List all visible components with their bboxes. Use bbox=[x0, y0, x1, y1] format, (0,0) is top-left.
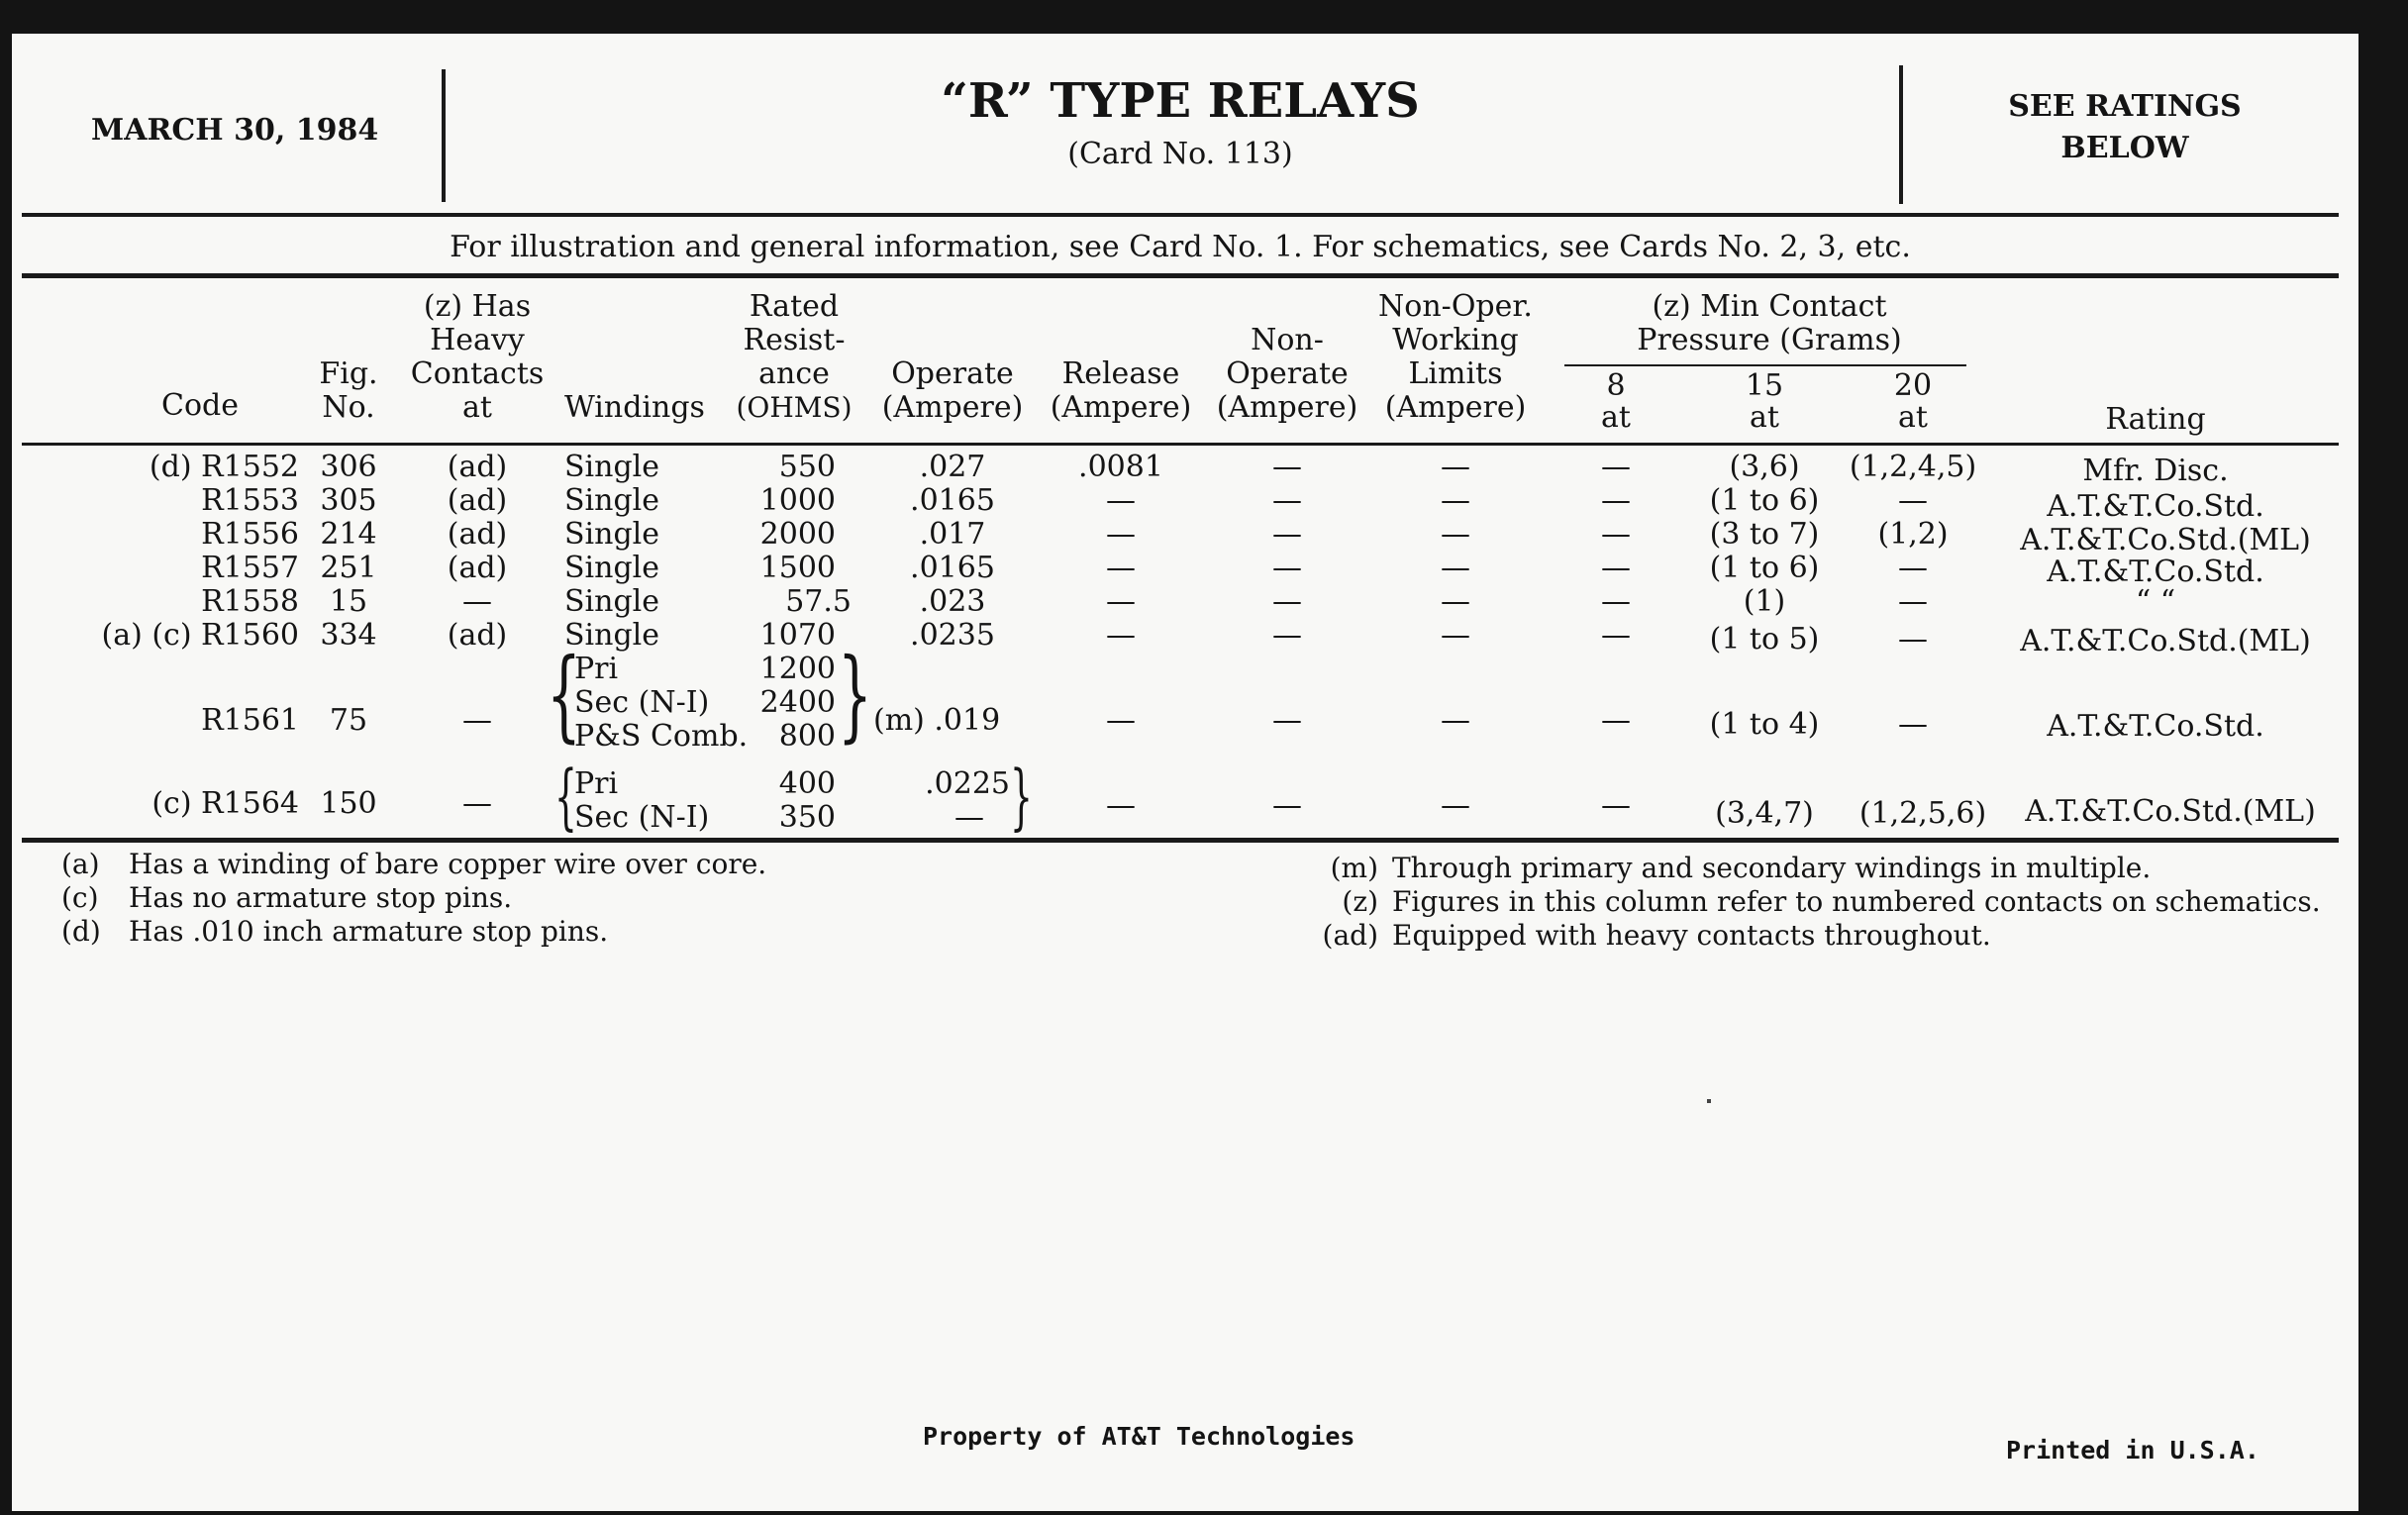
row-rating: A.T.&T.Co.Std.(ML) bbox=[2020, 523, 2311, 557]
row-windings: Single bbox=[564, 584, 660, 619]
row-8g: — bbox=[1601, 788, 1631, 823]
row-15g: (3,4,7) bbox=[1715, 796, 1814, 831]
row-nonoperate: — bbox=[1272, 584, 1302, 619]
note-text: Has a winding of bare copper wire over core. bbox=[129, 848, 767, 880]
note-text: Equipped with heavy contacts throughout. bbox=[1392, 919, 1991, 952]
row-rating: A.T.&T.Co.Std. bbox=[2047, 709, 2264, 744]
property-note: Property of AT&T Technologies bbox=[923, 1422, 1355, 1451]
note-mark: (c) bbox=[61, 881, 99, 914]
row-rating: A.T.&T.Co.Std. bbox=[2047, 489, 2264, 524]
row-20g: — bbox=[1898, 622, 1928, 656]
row-resistance: 1000 bbox=[759, 483, 836, 518]
windings-brace: { bbox=[554, 755, 577, 838]
row-release: — bbox=[1106, 788, 1136, 823]
row-rating: Mfr. Disc. bbox=[2082, 454, 2229, 488]
row-limits: — bbox=[1441, 517, 1470, 552]
row-code: R1561 bbox=[201, 703, 299, 738]
relay-card bbox=[12, 34, 2358, 1511]
winding-secondary: Sec (N-I) bbox=[574, 685, 710, 720]
row-8g: — bbox=[1601, 483, 1631, 518]
row-15g: (1) bbox=[1743, 584, 1786, 619]
col-release-1: Release bbox=[1061, 356, 1180, 391]
operate-secondary: — bbox=[954, 800, 984, 835]
row-15g: (1 to 6) bbox=[1709, 483, 1820, 518]
row-limits: — bbox=[1441, 703, 1470, 738]
row-code: R1556 bbox=[201, 517, 299, 552]
col-heavy-4: at bbox=[462, 390, 492, 425]
header-divider-left bbox=[442, 69, 446, 202]
card-date: MARCH 30, 1984 bbox=[91, 113, 379, 148]
row-20g: (1,2) bbox=[1877, 517, 1949, 552]
col-20g-1: 20 bbox=[1893, 368, 1933, 403]
row-release: — bbox=[1106, 703, 1136, 738]
windings-brace: { bbox=[547, 637, 581, 753]
row-release: .0081 bbox=[1078, 450, 1163, 484]
note-text: Through primary and secondary windings in multiple. bbox=[1392, 852, 2152, 884]
row-release: — bbox=[1106, 517, 1136, 552]
note-mark: (d) bbox=[61, 915, 101, 948]
col-limits-4: (Ampere) bbox=[1384, 390, 1527, 425]
col-rating: Rating bbox=[2105, 402, 2206, 437]
speck bbox=[1707, 1099, 1711, 1103]
row-limits: — bbox=[1441, 551, 1470, 585]
row-code: (d) R1552 bbox=[149, 450, 299, 484]
row-heavy: (ad) bbox=[447, 450, 508, 484]
row-operate: .023 bbox=[919, 584, 986, 619]
row-release: — bbox=[1106, 483, 1136, 518]
col-rated-3: ance bbox=[758, 356, 830, 391]
winding-combined: P&S Comb. bbox=[574, 719, 749, 754]
row-code: R1553 bbox=[201, 483, 299, 518]
resistance-secondary: 2400 bbox=[759, 685, 836, 720]
row-rating: “ “ bbox=[2135, 584, 2176, 619]
resistance-primary: 400 bbox=[778, 766, 836, 801]
row-operate: .0165 bbox=[910, 483, 995, 518]
row-8g: — bbox=[1601, 618, 1631, 653]
row-windings: Single bbox=[564, 483, 660, 518]
row-operate: (m) .019 bbox=[873, 703, 1001, 738]
row-limits: — bbox=[1441, 450, 1470, 484]
row-windings: Single bbox=[564, 551, 660, 585]
col-nonoperate-3: (Ampere) bbox=[1216, 390, 1358, 425]
resistance-combined: 800 bbox=[778, 719, 836, 754]
col-windings: Windings bbox=[564, 390, 705, 425]
header-rule bbox=[22, 213, 2339, 217]
row-fig: 305 bbox=[320, 483, 377, 518]
row-15g: (1 to 6) bbox=[1709, 551, 1820, 585]
printed-note: Printed in U.S.A. bbox=[2006, 1436, 2259, 1464]
column-header-rule bbox=[22, 443, 2339, 446]
row-windings: Single bbox=[564, 517, 660, 552]
row-heavy: — bbox=[462, 584, 492, 619]
row-rating: A.T.&T.Co.Std.(ML) bbox=[2025, 794, 2316, 829]
row-limits: — bbox=[1441, 483, 1470, 518]
note-text: Has no armature stop pins. bbox=[129, 881, 513, 914]
row-20g: (1,2,4,5) bbox=[1849, 450, 1977, 484]
row-8g: — bbox=[1601, 703, 1631, 738]
row-nonoperate: — bbox=[1272, 517, 1302, 552]
row-15g: (3,6) bbox=[1729, 450, 1800, 484]
resistance-primary: 1200 bbox=[759, 652, 836, 686]
col-fig-1: Fig. bbox=[319, 356, 378, 391]
row-resistance: 1500 bbox=[759, 551, 836, 585]
col-nonoperate-2: Operate bbox=[1226, 356, 1349, 391]
col-limits-1: Non-Oper. bbox=[1378, 289, 1533, 324]
row-8g: — bbox=[1601, 450, 1631, 484]
winding-secondary: Sec (N-I) bbox=[574, 800, 710, 835]
card-number: (Card No. 113) bbox=[1067, 137, 1293, 171]
col-limits-3: Limits bbox=[1408, 356, 1503, 391]
row-release: — bbox=[1106, 618, 1136, 653]
row-code: R1558 bbox=[201, 584, 299, 619]
row-8g: — bbox=[1601, 551, 1631, 585]
row-20g: (1,2,5,6) bbox=[1858, 796, 1987, 831]
col-code: Code bbox=[161, 388, 239, 423]
row-nonoperate: — bbox=[1272, 703, 1302, 738]
row-15g: (3 to 7) bbox=[1709, 517, 1820, 552]
row-8g: — bbox=[1601, 517, 1631, 552]
row-8g: — bbox=[1601, 584, 1631, 619]
row-fig: 334 bbox=[320, 618, 377, 653]
col-heavy-2: Heavy bbox=[430, 323, 525, 357]
ratings-note-line1: SEE RATINGS bbox=[2008, 89, 2242, 124]
row-windings: Single bbox=[564, 450, 660, 484]
col-heavy-1: (z) Has bbox=[423, 289, 532, 324]
row-fig: 306 bbox=[320, 450, 377, 484]
row-20g: — bbox=[1898, 707, 1928, 742]
row-rating: A.T.&T.Co.Std.(ML) bbox=[2020, 624, 2311, 658]
row-nonoperate: — bbox=[1272, 618, 1302, 653]
note-mark: (m) bbox=[1330, 852, 1378, 884]
card-title: “R” TYPE RELAYS bbox=[941, 73, 1420, 129]
row-nonoperate: — bbox=[1272, 450, 1302, 484]
col-mincontact-1: (z) Min Contact bbox=[1652, 289, 1887, 324]
row-heavy: — bbox=[462, 703, 492, 738]
col-15g-2: at bbox=[1750, 400, 1779, 435]
operate-brace: } bbox=[1010, 755, 1033, 838]
col-limits-2: Working bbox=[1392, 323, 1519, 357]
row-limits: — bbox=[1441, 618, 1470, 653]
row-15g: (1 to 5) bbox=[1709, 622, 1820, 656]
col-20g-2: at bbox=[1898, 400, 1928, 435]
col-heavy-3: Contacts bbox=[410, 356, 545, 391]
winding-primary: Pri bbox=[574, 652, 619, 686]
winding-primary: Pri bbox=[574, 766, 619, 801]
row-fig: 15 bbox=[329, 584, 368, 619]
row-heavy: (ad) bbox=[447, 551, 508, 585]
note-text: Has .010 inch armature stop pins. bbox=[129, 915, 609, 948]
resistance-secondary: 350 bbox=[778, 800, 836, 835]
row-code: R1557 bbox=[201, 551, 299, 585]
col-release-2: (Ampere) bbox=[1050, 390, 1192, 425]
row-code: (a) (c) R1560 bbox=[101, 618, 299, 653]
row-nonoperate: — bbox=[1272, 788, 1302, 823]
row-rating: A.T.&T.Co.Std. bbox=[2047, 555, 2264, 589]
ratings-note-line2: BELOW bbox=[2060, 131, 2189, 165]
info-rule bbox=[22, 273, 2339, 278]
info-line: For illustration and general information, see Card No. 1. For schematics, see Cards No. 2, 3, etc. bbox=[450, 230, 1911, 264]
col-nonoperate-1: Non- bbox=[1251, 323, 1324, 357]
row-20g: — bbox=[1898, 483, 1928, 518]
row-15g: (1 to 4) bbox=[1709, 707, 1820, 742]
col-8g-2: at bbox=[1601, 400, 1631, 435]
row-operate: .027 bbox=[919, 450, 986, 484]
row-release: — bbox=[1106, 551, 1136, 585]
header-divider-right bbox=[1899, 65, 1903, 204]
col-rated-2: Resist- bbox=[743, 323, 846, 357]
row-fig: 214 bbox=[320, 517, 377, 552]
resistance-brace: } bbox=[838, 637, 872, 753]
row-heavy: — bbox=[462, 786, 492, 821]
row-20g: — bbox=[1898, 584, 1928, 619]
col-rated-1: Rated bbox=[749, 289, 840, 324]
row-operate: .017 bbox=[919, 517, 986, 552]
row-windings: Single bbox=[564, 618, 660, 653]
col-operate-2: (Ampere) bbox=[881, 390, 1024, 425]
note-text: Figures in this column refer to numbered contacts on schematics. bbox=[1392, 885, 2321, 918]
row-resistance: 57.5 bbox=[785, 584, 852, 619]
mincontact-rule bbox=[1564, 364, 1966, 366]
row-fig: 150 bbox=[320, 786, 377, 821]
row-limits: — bbox=[1441, 584, 1470, 619]
note-mark: (a) bbox=[61, 848, 100, 880]
operate-primary: .0225 bbox=[925, 766, 1010, 801]
note-mark: (z) bbox=[1342, 885, 1378, 918]
row-heavy: (ad) bbox=[447, 618, 508, 653]
row-resistance: 2000 bbox=[759, 517, 836, 552]
col-rated-4: (OHMS) bbox=[736, 391, 853, 424]
row-20g: — bbox=[1898, 551, 1928, 585]
row-nonoperate: — bbox=[1272, 483, 1302, 518]
row-release: — bbox=[1106, 584, 1136, 619]
row-fig: 251 bbox=[320, 551, 377, 585]
note-mark: (ad) bbox=[1322, 919, 1378, 952]
table-bottom-rule bbox=[22, 838, 2339, 843]
row-code: (c) R1564 bbox=[151, 786, 299, 821]
row-limits: — bbox=[1441, 788, 1470, 823]
col-mincontact-2: Pressure (Grams) bbox=[1637, 323, 1902, 357]
col-15g-1: 15 bbox=[1745, 368, 1784, 403]
col-fig-2: No. bbox=[322, 390, 375, 425]
row-operate: .0165 bbox=[910, 551, 995, 585]
row-fig: 75 bbox=[329, 703, 368, 738]
col-8g-1: 8 bbox=[1606, 368, 1626, 403]
row-operate: .0235 bbox=[910, 618, 995, 653]
row-resistance: 1070 bbox=[759, 618, 836, 653]
row-heavy: (ad) bbox=[447, 483, 508, 518]
row-nonoperate: — bbox=[1272, 551, 1302, 585]
row-heavy: (ad) bbox=[447, 517, 508, 552]
col-operate-1: Operate bbox=[891, 356, 1014, 391]
row-resistance: 550 bbox=[778, 450, 836, 484]
